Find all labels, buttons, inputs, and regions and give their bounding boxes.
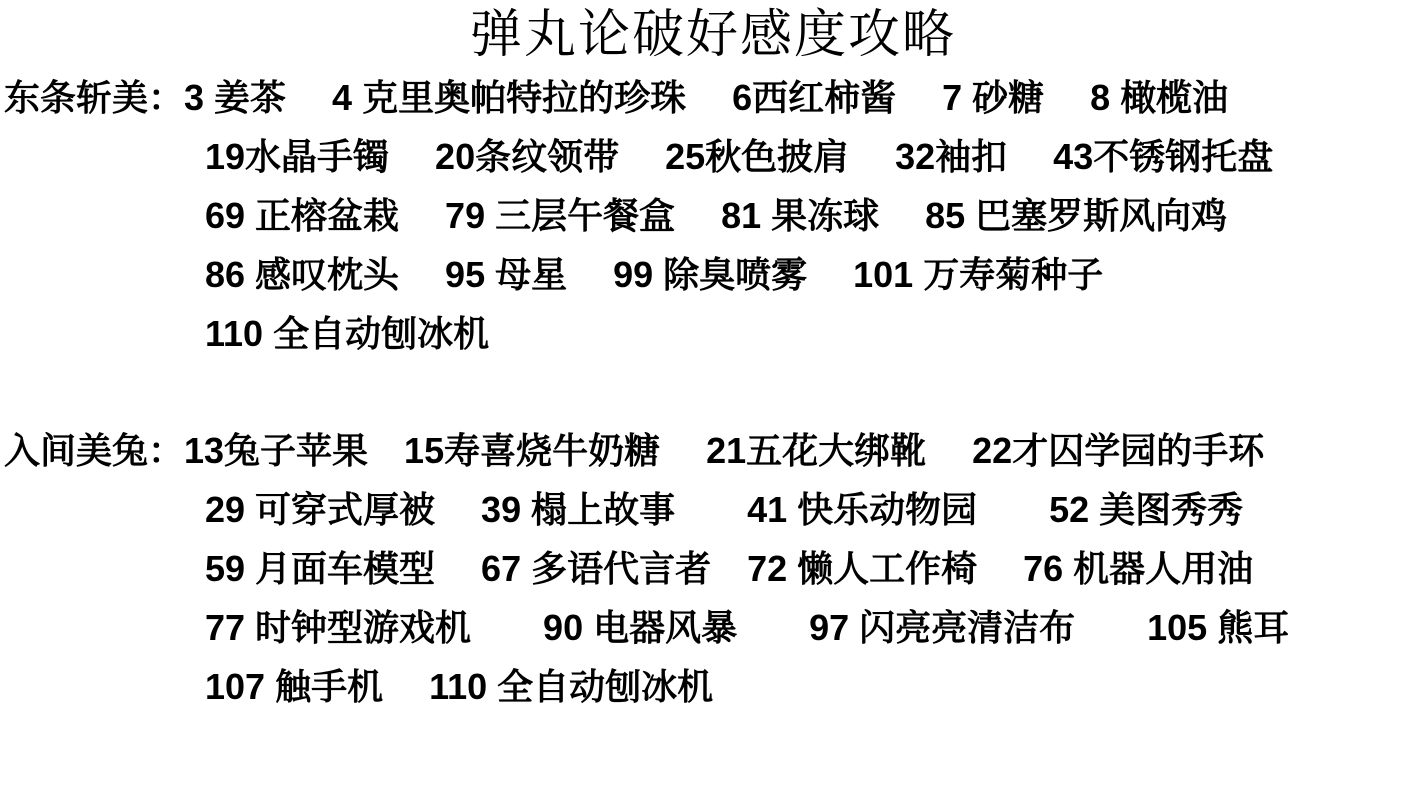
gift-list-line: 13兔子苹果 15寿喜烧牛奶糖 21五花大绑靴 22才囚学园的手环 [184, 429, 1265, 471]
entry-line: 19水晶手镯 20条纹领带 25秋色披肩 32袖扣 43不锈钢托盘 [205, 135, 1274, 177]
document-page [0, 6, 1426, 802]
entry-line [0, 421, 1426, 480]
character-entry-2 [0, 421, 1426, 716]
entry-line: 59 月面车模型 67 多语代言者 72 懒人工作椅 76 机器人用油 [205, 547, 1254, 589]
character-entry-1 [0, 68, 1426, 363]
entry-line: 110 全自动刨冰机 [205, 312, 490, 354]
character-name: 东条斩美： [4, 76, 185, 118]
entry-line: 86 感叹枕头 95 母星 99 除臭喷雾 101 万寿菊种子 [205, 253, 1104, 295]
page-title: 弹丸论破好感度攻略 [469, 7, 956, 64]
gift-list-line: 3 姜茶 4 克里奥帕特拉的珍珠 6西红柿酱 7 砂糖 8 橄榄油 [184, 76, 1229, 118]
entry-line: 29 可穿式厚被 39 榻上故事 41 快乐动物园 52 美图秀秀 [205, 488, 1244, 530]
entry-line: 77 时钟型游戏机 90 电器风暴 97 闪亮亮清洁布 105 熊耳 [205, 606, 1290, 648]
entry-line: 69 正榕盆栽 79 三层午餐盒 81 果冻球 85 巴塞罗斯风向鸡 [205, 194, 1228, 236]
entry-line: 107 触手机 110 全自动刨冰机 [205, 665, 714, 707]
character-name: 入间美兔： [4, 429, 185, 471]
entry-line [0, 68, 1426, 127]
section-spacer [0, 363, 1426, 421]
